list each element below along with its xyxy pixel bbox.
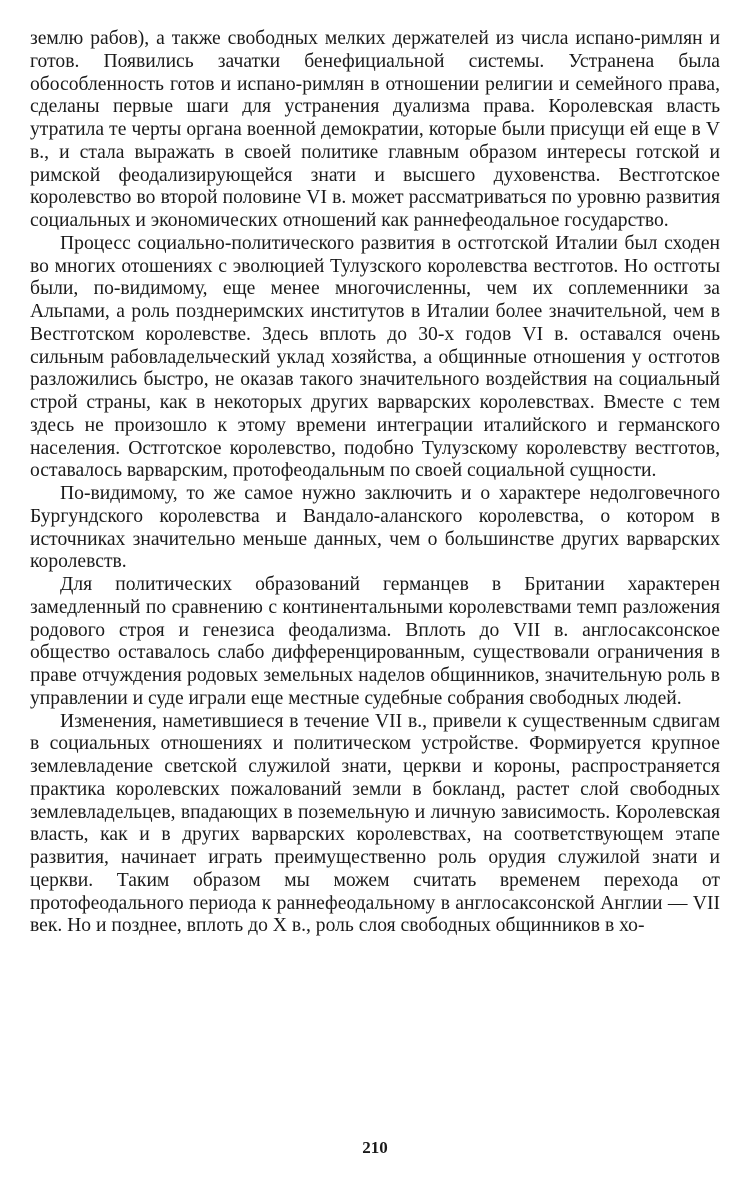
paragraph-2: Процесс социально-политического развития в остготской Италии был сходен во многих отошениях с эволюцией Тулузского королевства вестготов. Но остготы были, по-видимому, еще менее многочисленны, чем их соплеменники за Альпами, а роль позднеримских институтов в Италии более значительной, чем в Вестготском королевстве. Здесь вплоть до 30-х годов VI в. оставался очень сильным рабовладельческий уклад хозяйства, а общинные отношения у остготов разложились быстро, не оказав такого значительного воздействия на социальный строй страны, как в некоторых других варварских королевствах. Вместе с тем здесь не произошло к этому времени интеграции италийского и германского населения. Остготское королевство, подобно Тулузскому королевству вестготов, оставалось варварским, протофеодальным по своей социальной сущности.	[30, 232, 720, 482]
paragraph-5: Изменения, наметившиеся в течение VII в., привели к существенным сдвигам в социальных отношениях и политическом устройстве. Формируется крупное землевладение светской служилой знати, церкви и короны, распространяется практика королевских пожалований земли в бокланд, растет слой свободных землевладельцев, впадающих в поземельную и личную зависимость. Королевская власть, как и в других варварских королевствах, на соответствующем этапе развития, начинает играть преимущественно роль орудия служилой знати и церкви. Таким образом мы можем считать временем перехода от протофеодального периода к раннефеодальному в англосаксонской Англии — VII век. Но и позднее, вплоть до X в., роль слоя свободных общинников в хо-	[30, 710, 720, 937]
paragraph-4: Для политических образований германцев в Британии характерен замедленный по сравнению с континентальными королевствами темп разложения родового строя и генезиса феодализма. Вплоть до VII в. англосаксонское общество оставалось слабо дифференцированным, существовали ограничения в праве отчуждения родовых земельных наделов общинников, значительную роль в управлении и суде играли еще местные судебные собрания свободных людей.	[30, 574, 720, 709]
page-body	[30, 28, 720, 938]
paragraph-1: землю рабов), а также свободных мелких держателей из числа испано-римлян и готов. Появились зачатки бенефициальной системы. Устранена была обособленность готов и испано-римлян в отношении религии и семейного права, сделаны первые шаги для устранения дуализма права. Королевская власть утратила те черты органа военной демократии, которые были присущи ей еще в V в., и стала выражать в своей политике главным образом интересы готской и римской феодализирующейся знати и высшего духовенства. Вестготское королевство во второй половине VI в. может рассматриваться по уровню развития социальных и экономических отношений как раннефеодальное государство.	[30, 28, 720, 231]
paragraph-3: По-видимому, то же самое нужно заключить и о характере недолговечного Бургундского королевства и Вандало-аланского королевства, о котором в источниках значительно меньше данных, чем о большинстве других варварских королевств.	[30, 483, 720, 573]
page-number: 210	[362, 1138, 388, 1157]
